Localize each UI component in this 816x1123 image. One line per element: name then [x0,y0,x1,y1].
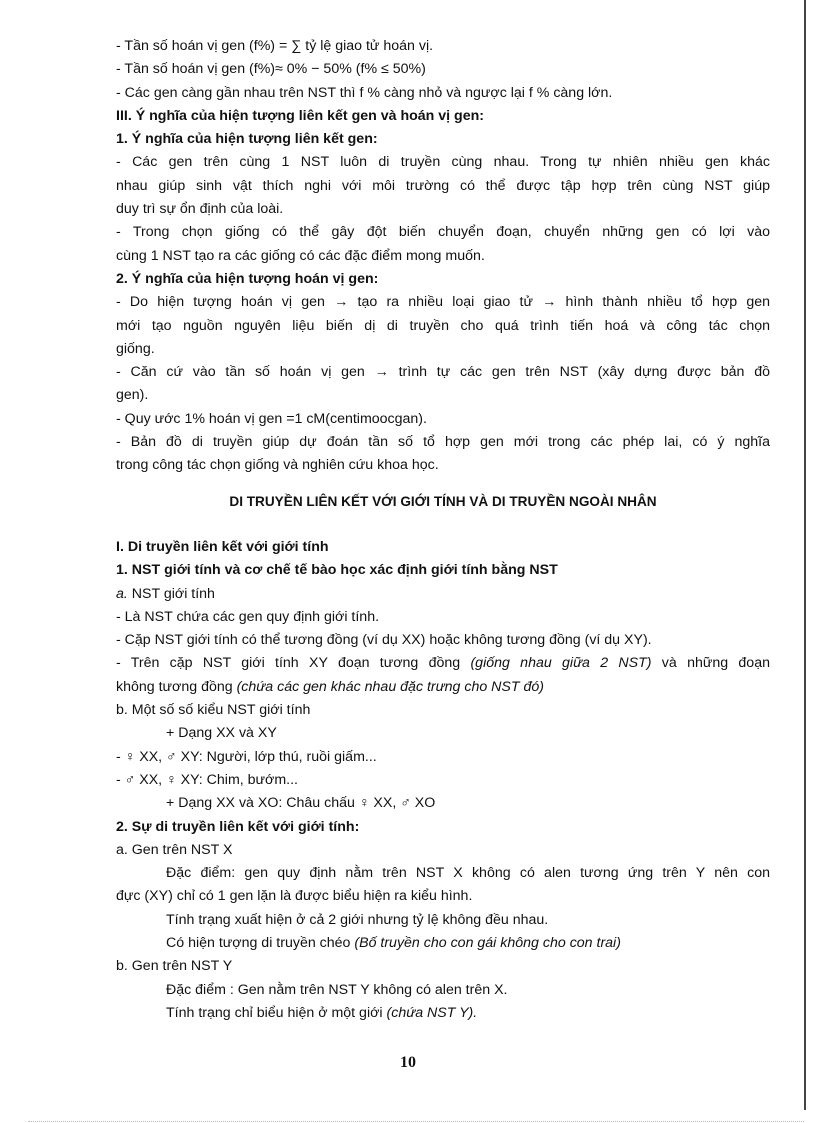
paragraph-line: duy trì sự ổn định của loài. [116,201,284,218]
subsection-heading: 1. Ý nghĩa của hiện tượng liên kết gen: [116,131,378,148]
paragraph-line: + Dạng XX và XO: Châu chấu ♀ XX, ♂ XO [166,795,436,812]
paragraph-line: - Cặp NST giới tính có thể tương đồng (ví dụ XX) hoặc không tương đồng (ví dụ XY). [116,632,652,649]
paragraph-line: gen). [116,387,149,404]
paragraph-line: Đặc điểm: gen quy định nằm trên NST X không có alen tương ứng trên Y nên con [166,865,770,882]
page-content [116,35,770,1025]
paragraph-line: đực (XY) chỉ có 1 gen lặn là được biểu hiện ra kiểu hình. [116,888,473,905]
section-heading: I. Di truyền liên kết với giới tính [116,538,329,555]
paragraph-line: mới tạo nguồn nguyên liệu biến dị di truyền cho quá trình tiến hoá và công tác chọn [116,317,770,334]
paragraph-line: - Các gen trên cùng 1 NST luôn di truyền cùng nhau. Trong tự nhiên nhiều gen khác [116,154,770,171]
subsection-heading: 1. NST giới tính và cơ chế tế bào học xác định giới tính bằng NST [116,562,558,579]
paragraph-line: Tính trạng xuất hiện ở cả 2 giới nhưng tỷ lệ không đều nhau. [166,911,549,928]
paragraph-line: - ♀ XX, ♂ XY: Người, lớp thú, ruồi giấm... [116,748,377,765]
italic-run: (chứa NST Y). [386,1004,478,1021]
paragraph-line: giống. [116,340,155,357]
paragraph-line: a. Gen trên NST X [116,841,233,858]
list-item-text: NST giới tính [127,585,215,602]
paragraph-line [116,932,770,955]
text-run: không tương đồng [116,678,237,695]
paragraph-line: - Do hiện tượng hoán vị gen → tạo ra nhiều loại giao tử → hình thành nhiều tổ hợp gen [116,294,770,311]
paragraph-line: - ♂ XX, ♀ XY: Chim, bướm... [116,771,298,788]
italic-run: (giống nhau giữa 2 NST) [470,655,652,672]
text-line: - Tần số hoán vị gen (f%)≈ 0% − 50% (f% ≤ 50%) [116,61,426,78]
list-marker: a. [116,585,128,602]
paragraph-line: - Bản đồ di truyền giúp dự đoán tần số tổ hợp gen mới trong các phép lai, có ý nghĩa [116,434,770,451]
italic-run: (chứa các gen khác nhau đặc trưng cho NST đó) [236,678,544,695]
right-margin-rule [804,0,806,1110]
paragraph-line: nhau giúp sinh vật thích nghi với môi trường có thể được tập hợp trên cùng NST giúp [116,177,770,194]
text-line: - Các gen càng gần nhau trên NST thì f % càng nhỏ và ngược lại f % càng lớn. [116,84,613,101]
paragraph-line: Đặc điểm : Gen nằm trên NST Y không có alen trên X. [166,981,508,998]
text-run: - Trên cặp NST giới tính XY đoạn tương đồng [116,655,471,672]
paragraph-line: trong công tác chọn giống và nghiên cứu khoa học. [116,457,439,474]
page-bottom-edge [28,1121,804,1122]
paragraph-line: - Quy ước 1% hoán vị gen =1 cM(centimoocgan). [116,410,427,427]
italic-run: (Bố truyền cho con gái không cho con trai) [354,934,621,951]
subsection-heading: 2. Ý nghĩa của hiện tượng hoán vị gen: [116,270,379,287]
paragraph-line: cùng 1 NST tạo ra các giống có các đặc điểm mong muốn. [116,247,485,264]
paragraph-line [116,676,770,699]
text-run: và những đoạn [651,655,770,672]
paragraph-line: b. Gen trên NST Y [116,958,233,975]
page-number: 10 [400,1054,416,1071]
paragraph-line [116,652,770,675]
chapter-title: DI TRUYỀN LIÊN KẾT VỚI GIỚI TÍNH VÀ DI TRUYỀN NGOÀI NHÂN [229,493,657,509]
paragraph-line [116,1002,770,1025]
paragraph-line: + Dạng XX và XY [166,725,277,742]
text-run: Có hiện tượng di truyền chéo [166,934,355,951]
paragraph-line: - Trong chọn giống có thể gây đột biến chuyển đoạn, chuyển những gen có lợi vào [116,224,770,241]
paragraph-line: b. Một số số kiểu NST giới tính [116,702,311,719]
text-line: - Tần số hoán vị gen (f%) = ∑ tỷ lệ giao tử hoán vị. [116,38,434,54]
paragraph-line: - Là NST chứa các gen quy định giới tính. [116,608,380,625]
subsection-heading: 2. Sự di truyền liên kết với giới tính: [116,818,360,835]
list-item [116,583,770,606]
paragraph-line: - Căn cứ vào tần số hoán vị gen → trình tự các gen trên NST (xây dựng được bản đồ [116,364,770,381]
text-run: Tính trạng chỉ biểu hiện ở một giới [166,1004,387,1021]
section-heading: III. Ý nghĩa của hiện tượng liên kết gen và hoán vị gen: [116,107,485,124]
